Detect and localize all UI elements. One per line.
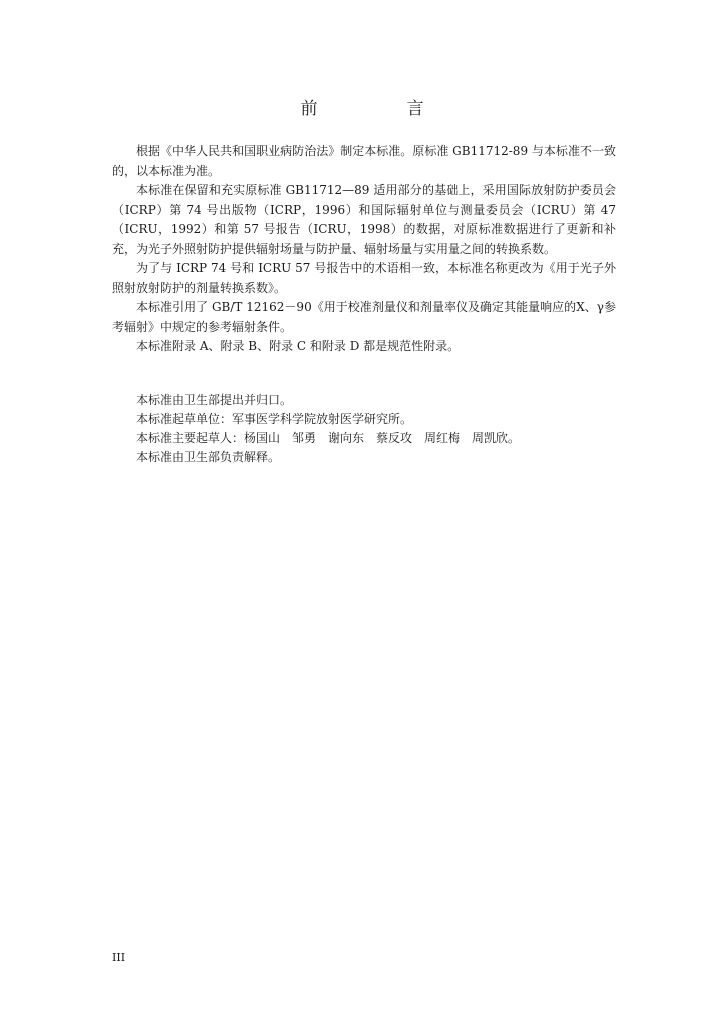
- paragraph-annexes: 本标准附录 A、附录 B、附录 C 和附录 D 都是规范性附录。: [136, 339, 460, 353]
- paragraph-revision: 本标准在保留和充实原标准 GB11712—89 适用部分的基础上，采用国际放射防护委员会（ICRP）第 74 号出版物（ICRP，1996）和国际辐射单位与测量委员会（ICRU）第 47（ICRU，1992）和第 57 号报告（ICRU，1998）的数据，对原标准数据进行了更新和补充，为光子外照射防护提供辐射场量与防护量、辐射场量与实用量之间的转换系数。: [112, 183, 616, 256]
- info-line-interpretation: 本标准由卫生部负责解释。: [136, 450, 281, 464]
- page-title: 前 言: [300, 99, 460, 119]
- page-number: III: [112, 951, 126, 964]
- paragraph-reference: 本标准引用了 GB/T 12162－90《用于校准剂量仪和剂量率仪及确定其能量响应的X、γ参考辐射》中规定的参考辐射条件。: [112, 300, 616, 334]
- info-line-drafting-unit: 本标准起草单位：军事医学科学院放射医学研究所。: [136, 412, 413, 426]
- info-line-drafters: 本标准主要起草人：杨国山 邹勇 谢向东 蔡反攻 周红梅 周凯欣。: [136, 431, 521, 445]
- info-line-proposer: 本标准由卫生部提出并归口。: [136, 393, 293, 407]
- paragraph-basis: 根据《中华人民共和国职业病防治法》制定本标准。原标准 GB11712-89 与本标准不一致的，以本标准为准。: [112, 144, 616, 178]
- foreword-body: [112, 142, 616, 357]
- drafting-info: [112, 391, 616, 467]
- paragraph-title-change: 为了与 ICRP 74 号和 ICRU 57 号报告中的术语相一致，本标准名称更改为《用于光子外照射放射防护的剂量转换系数》。: [112, 261, 616, 295]
